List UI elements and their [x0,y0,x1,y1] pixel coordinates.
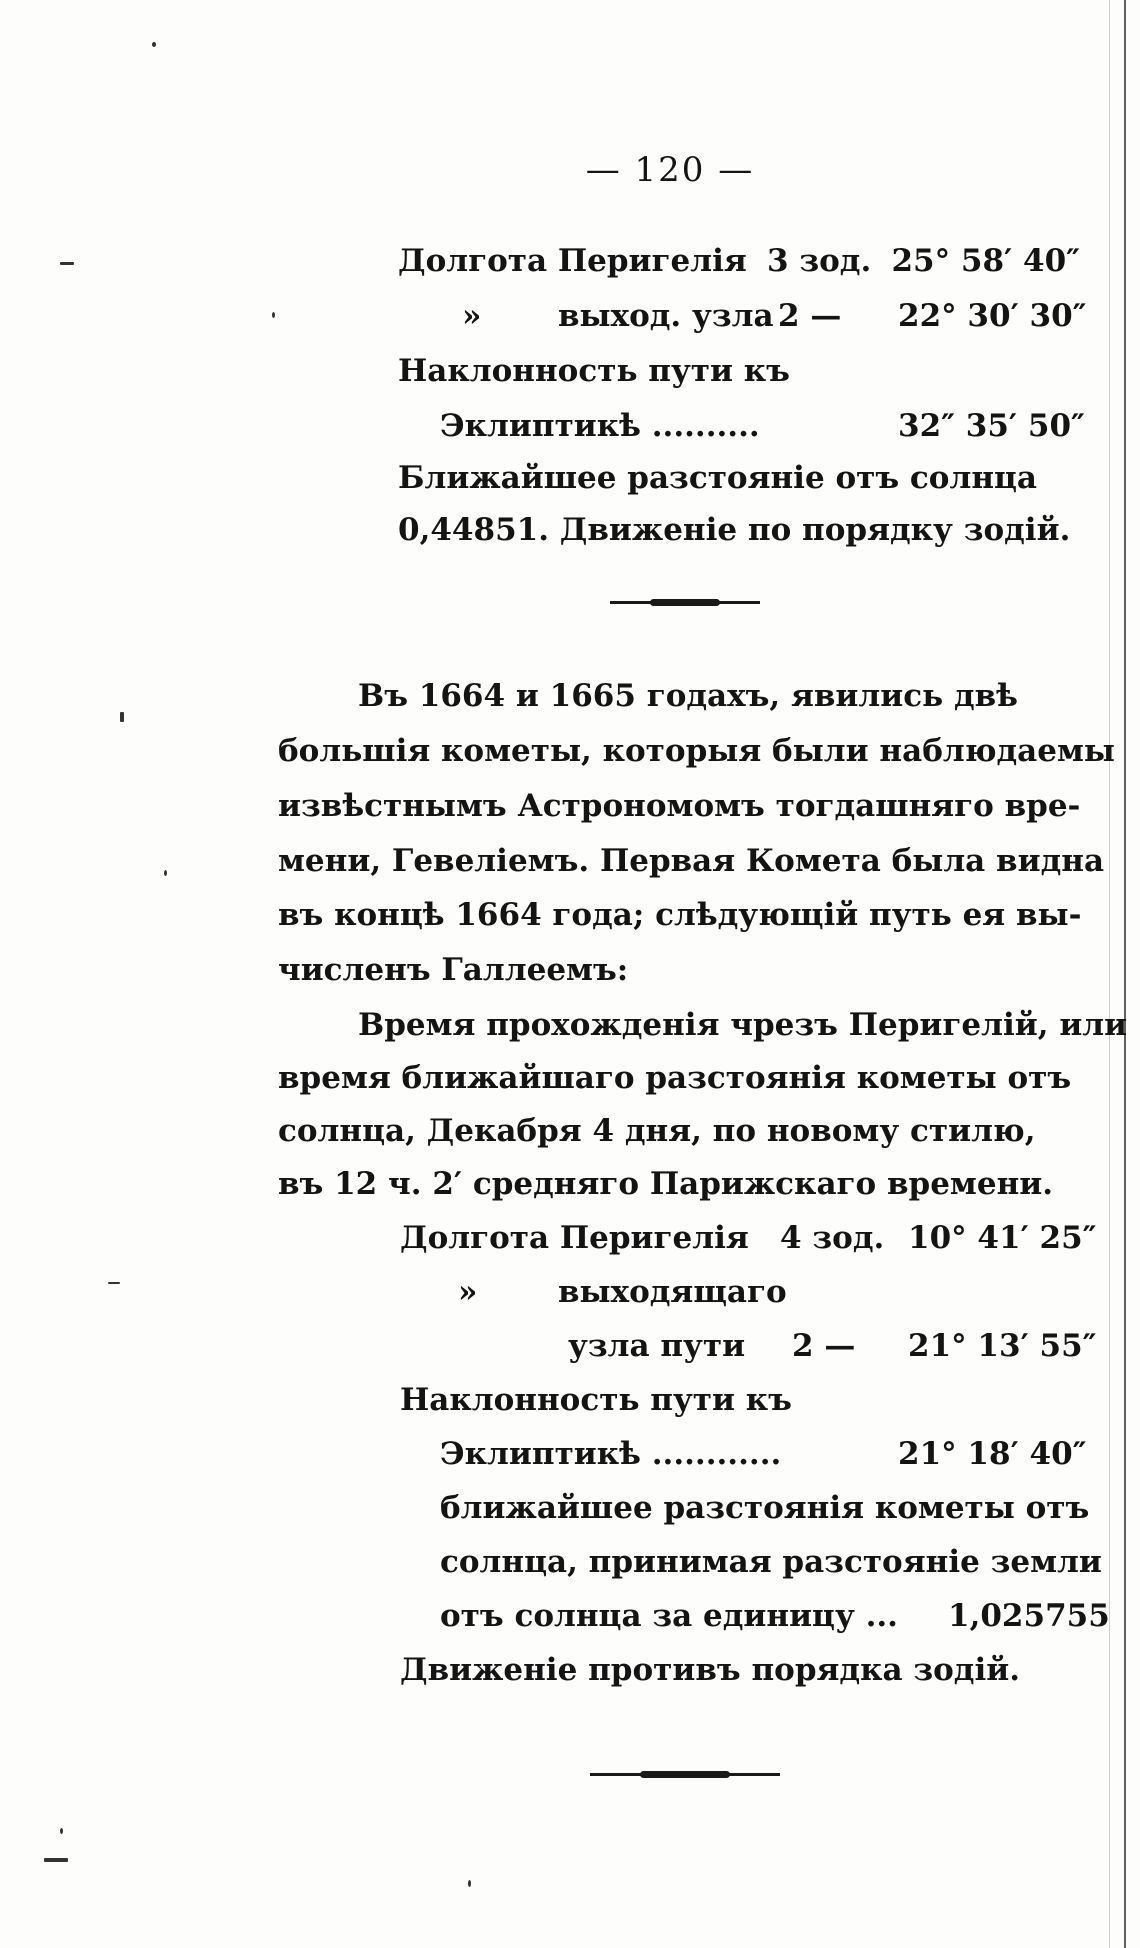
p1-line-4: мени, Гевеліемъ. Первая Комета была видна [278,843,1105,879]
scan-speck [120,712,124,722]
b1-longitude-row [398,243,1080,279]
b2-distance-line-2: солнца, принимая разстояніе земли [440,1544,1102,1580]
p2-line-3: солнца, Декабря 4 дня, по новому стилю, [278,1113,1036,1149]
b2-distance-line-1: ближайшее разстоянія кометы отъ [440,1490,1090,1526]
b1-distance-row [398,460,1080,496]
b1-node-value: 22° 30′ 30″ [898,298,1087,334]
p1-line-5: въ концѣ 1664 года; слѣдующій путь ея вы- [278,897,1082,933]
b2-motion-line: Движеніе противъ порядка зодій. [400,1652,1021,1688]
b1-longitude-zod: 3 зод. [766,243,872,279]
b2-ecliptic-value: 21° 18′ 40″ [898,1436,1087,1472]
b1-node-zod: 2 — [778,298,842,334]
b2-node-zod: 2 — [792,1328,856,1364]
scan-speck [108,1282,120,1284]
b2-ecliptic-label: Эклиптикѣ ............ [440,1436,782,1472]
b2-distance-value: 1,025755 [948,1598,1110,1634]
p2-line-1: Время прохожденія чрезъ Перигелій, или [358,1007,1128,1043]
page-number: — 120 — [585,150,755,190]
b2-distance-label: отъ солнца за единицу ... [440,1598,898,1634]
b1-distance-text: Ближайшее разстояніе отъ солнца [398,460,1038,496]
separator-ornament [650,599,720,606]
scan-speck [272,312,275,318]
scan-speck [60,262,74,265]
b1-motion-line: 0,44851. Движеніе по порядку зодій. [398,512,1071,548]
page-edge-shadow [1109,0,1110,1948]
b2-longitude-value: 10° 41′ 25″ [908,1220,1097,1256]
b1-inclination-label: Наклонность пути къ [398,353,790,389]
b1-longitude-value: 25° 58′ 40″ [891,243,1080,279]
scan-speck [60,1828,63,1834]
scan-speck [164,870,167,876]
scan-speck [44,1858,68,1862]
b2-longitude-label: Долгота Перигелія [400,1220,749,1256]
b1-ecliptic-value: 32″ 35′ 50″ [898,408,1085,444]
b2-node-value: 21° 13′ 55″ [908,1328,1097,1364]
b2-node-ditto: » [458,1274,478,1310]
p2-line-2: время ближайшаго разстоянія кометы отъ [278,1060,1072,1096]
p1-line-3: извѣстнымъ Астрономомъ тогдашняго вре- [278,788,1081,824]
b2-inclination-label: Наклонность пути къ [400,1382,792,1418]
p1-line-1: Въ 1664 и 1665 годахъ, явились двѣ [358,678,1018,714]
b1-node-label: выход. узла [558,298,774,334]
p1-line-6: численъ Галлеемъ: [278,952,629,988]
b1-ecliptic-label: Эклиптикѣ .......... [440,408,760,444]
end-rule-ornament [640,1771,730,1778]
b2-node-label: узла пути [568,1328,746,1364]
b2-node-heading: выходящаго [558,1274,787,1310]
b1-longitude-label: Долгота Перигелія [398,243,747,279]
scan-speck [468,1880,471,1887]
b2-longitude-zod: 4 зод. [780,1220,885,1256]
scan-speck [152,42,156,47]
p2-line-4: въ 12 ч. 2′ средняго Парижскаго времени. [278,1166,1054,1202]
b1-node-ditto: » [462,298,482,334]
p1-line-2: большія кометы, которыя были наблюдаемы [278,733,1115,769]
page-edge-line [1124,0,1126,1948]
